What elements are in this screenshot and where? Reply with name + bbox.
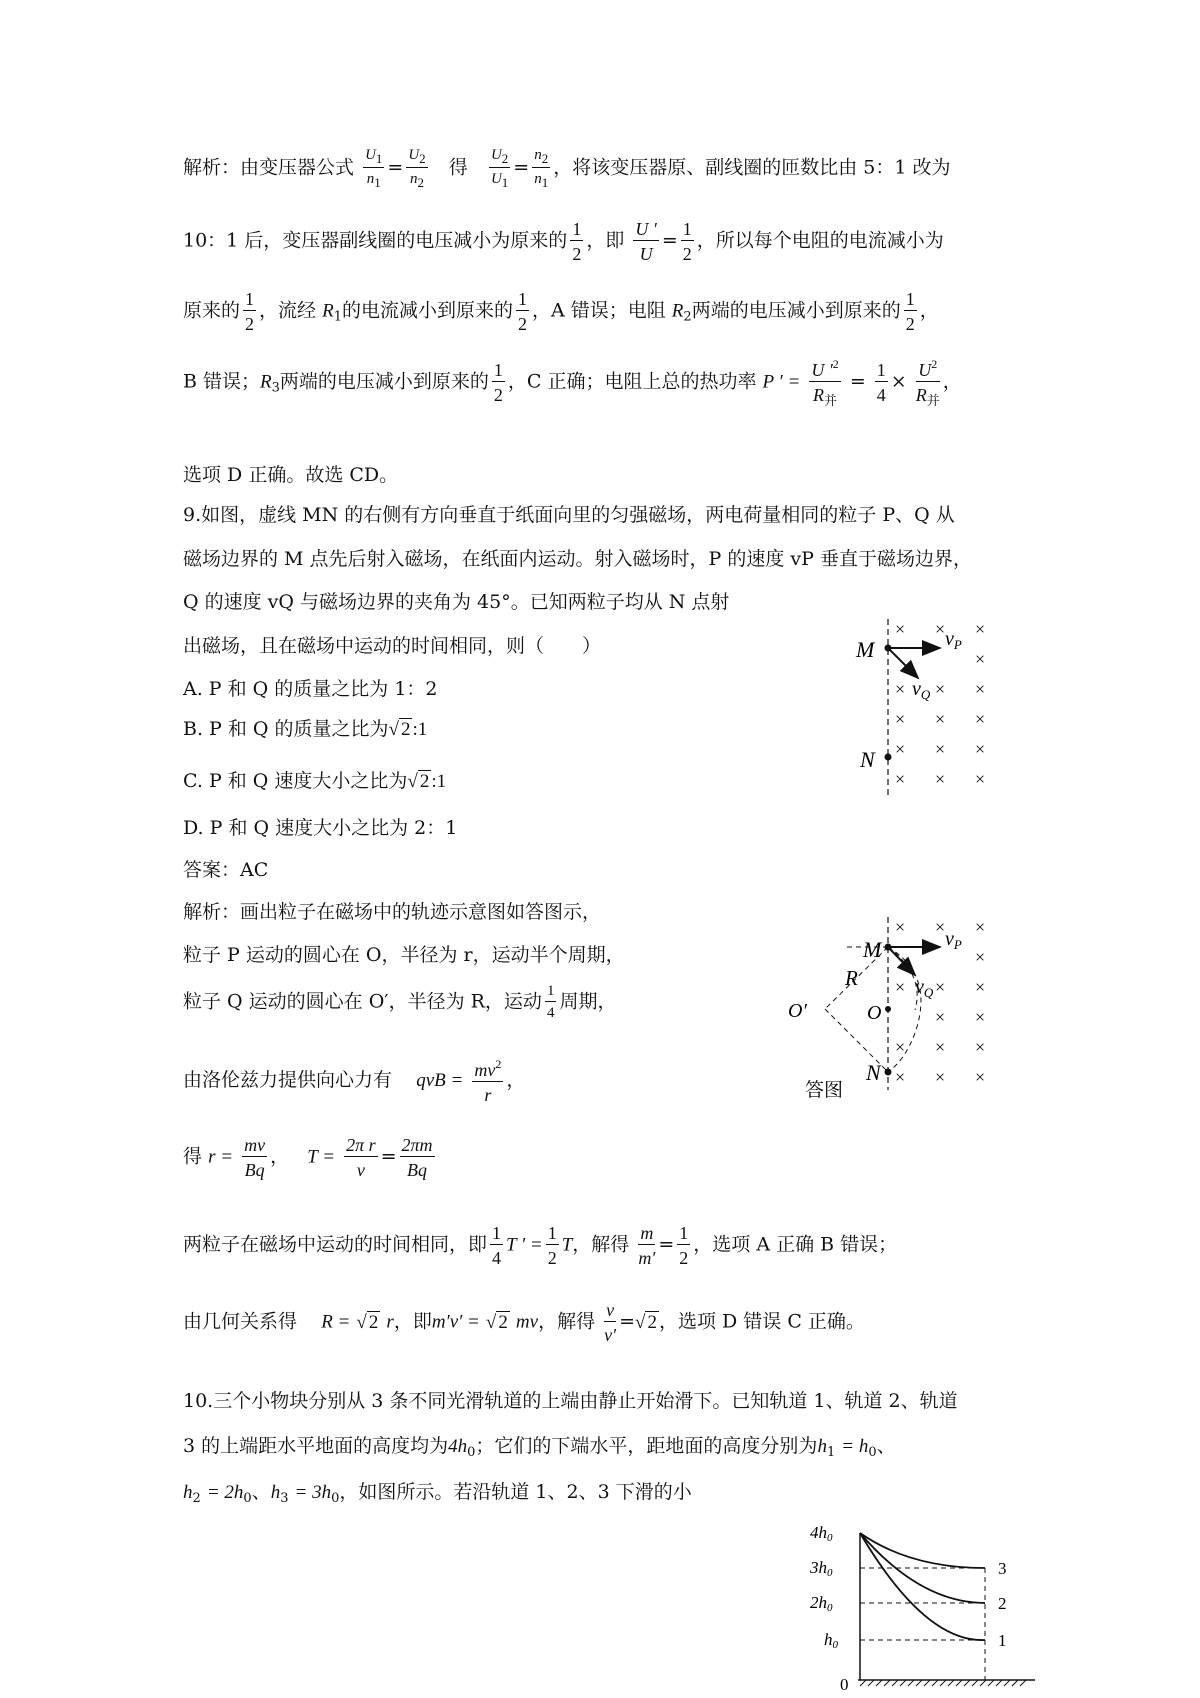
svg-text:×: ×	[975, 619, 986, 639]
label-oprime: O′	[788, 1000, 807, 1022]
label-m: M	[856, 637, 875, 662]
label-r: R	[845, 966, 858, 990]
svg-text:×: ×	[935, 679, 946, 699]
label-3h0: 3h0	[810, 1558, 833, 1579]
fraction-half: $\frac{1}{2}$	[679, 1223, 689, 1268]
svg-text:×: ×	[895, 769, 906, 789]
label-o: O	[867, 1002, 882, 1024]
label-zero: 0	[840, 1675, 849, 1693]
fraction-u2-n2: $\frac{U2}{n2}$	[408, 147, 426, 190]
label-vp: $v_P$	[945, 628, 962, 652]
fraction-v-vprime: $\frac{v}{v'}$	[604, 1300, 617, 1345]
sqrt-two: √ 2	[356, 1311, 379, 1333]
ground-hatch	[860, 1680, 1026, 1686]
q9-option-a: A. P 和 Q 的质量之比为 1：2	[183, 678, 438, 700]
fraction-half: $\frac{1}{2}$	[682, 219, 692, 264]
q9-solution-5: 得 r = $\frac{mv}{Bq}$ ， T = $\frac{\text{2π r}}{v}$ = $\frac{2\pi m}{Bq}$	[183, 1135, 433, 1180]
svg-text:×: ×	[975, 1037, 986, 1057]
fraction-power-2: $\frac{U^2}{R_并}$	[915, 357, 940, 408]
q9-option-d: D. P 和 Q 速度大小之比为 2：1	[183, 817, 458, 839]
svg-text:×: ×	[975, 649, 986, 669]
fraction-2pir-v: $\frac{\text{2π r}}{v}$	[346, 1135, 376, 1180]
fraction-half: $\frac{1}{2}$	[493, 360, 503, 405]
fraction-quarter: $\frac{1}{4}$	[546, 983, 555, 1021]
velocity-q-arrow	[888, 947, 915, 975]
q9-solution-7: 由几何关系得 R = √ 2 r，即m′v′ = √ 2 mv，解得 $\frac{v}{v'}$ =√ 2 ，选项 D 错误 C 正确。	[183, 1300, 865, 1345]
svg-text:×: ×	[975, 769, 986, 789]
fraction-half: $\frac{1}{2}$	[547, 1223, 557, 1268]
svg-text:×: ×	[895, 739, 906, 759]
label-h0: h0	[824, 1630, 838, 1651]
p8-line-4: B 错误；$R_3$两端的电压减小到原来的 $\frac{1}{2}$ ，C 正确；电阻上总的热功率 P ′ = $\frac{U '^2}{R_并}$ = $\frac{1}{4}$ × $\frac{U^2}{R_并}$ ，	[183, 357, 962, 408]
q9-answer: 答案：AC	[183, 859, 269, 881]
fraction-half: $\frac{1}{2}$	[572, 219, 582, 264]
svg-text:×: ×	[935, 739, 946, 759]
svg-text:×: ×	[975, 947, 986, 967]
sqrt-two: √ 2	[388, 719, 411, 740]
q9-field-figure	[850, 615, 1020, 795]
q10-line-3: $h_2 = 2h_0$、$h_3 = 3h_0$，如图所示。若沿轨道 1、2、3 下滑的小	[183, 1481, 692, 1506]
svg-text:×: ×	[935, 769, 946, 789]
svg-text:×: ×	[895, 619, 906, 639]
svg-text:×: ×	[895, 977, 906, 997]
label-4h0: 4h0	[810, 1523, 833, 1544]
sqrt-two: √ 2	[635, 1311, 657, 1333]
label-2h0: 2h0	[810, 1593, 833, 1614]
fraction-half: $\frac{1}{2}$	[517, 289, 527, 334]
fraction-mv2-r: $\frac{mv^2}{r}$	[474, 1057, 502, 1105]
q9-solution-3: 粒子 Q 运动的圆心在 O′，半径为 R，运动 $\frac{1}{4}$ 周期，	[183, 983, 617, 1021]
svg-text:×: ×	[935, 709, 946, 729]
svg-text:×: ×	[975, 709, 986, 729]
point-o	[885, 1006, 891, 1012]
q9-line-3: Q 的速度 vQ 与磁场边界的夹角为 45°。已知两粒子均从 N 点射	[183, 591, 730, 613]
q9-option-b: B. P 和 Q 的质量之比为√ 2 :1	[183, 718, 428, 740]
label-m: M	[863, 937, 882, 962]
fraction-quarter: $\frac{1}{4}$	[876, 360, 886, 405]
svg-text:×: ×	[935, 977, 946, 997]
svg-text:×: ×	[935, 1067, 946, 1087]
q9-solution-4: 由洛伦兹力提供向心力有 qvB = $\frac{mv^2}{r}$ ，	[183, 1057, 526, 1105]
label-track-3: 3	[998, 1559, 1007, 1578]
p8-line-3: 原来的 $\frac{1}{2}$ ，流经 $R_1$的电流减小到原来的 $\frac{1}{2}$ ，A 错误；电阻 $R_2$两端的电压减小到原来的 $\frac{1}{2}$ ，	[183, 289, 939, 334]
svg-text:×: ×	[975, 917, 986, 937]
fraction-m-mprime: $\frac{m}{m'}$	[638, 1223, 656, 1268]
label-track-1: 1	[998, 1631, 1007, 1650]
svg-text:×: ×	[935, 619, 946, 639]
svg-text:×: ×	[895, 709, 906, 729]
svg-text:×: ×	[895, 1037, 906, 1057]
sqrt-two: √ 2	[485, 1311, 508, 1333]
svg-text:×: ×	[975, 1007, 986, 1027]
q10-tracks-figure	[810, 1508, 1040, 1693]
p8-line-5: 选项 D 正确。故选 CD。	[183, 464, 399, 486]
svg-text:×: ×	[975, 1067, 986, 1087]
q9-answer-figure	[785, 915, 1020, 1105]
svg-text:×: ×	[895, 1067, 906, 1087]
fraction-quarter: $\frac{1}{4}$	[492, 1223, 502, 1268]
q9-solution-2: 粒子 P 运动的圆心在 O，半径为 r，运动半个周期，	[183, 944, 625, 966]
p8-line-2: 10：1 后，变压器副线圈的电压减小为原来的 $\frac{1}{2}$ ，即 $\frac{U '}{U}$ = $\frac{1}{2}$ ，所以每个电阻的电流减小为	[183, 219, 944, 264]
svg-text:×: ×	[935, 1007, 946, 1027]
p8-line-1: 解析：由变压器公式 $\frac{U1}{n1}$ = $\frac{U2}{n2}$ 得 $\frac{U2}{U1}$ = $\frac{n2}{n1}$ ，将该变压器原、副线圈的匝数比由 5：1 改为	[183, 147, 951, 190]
field-crosses	[895, 917, 985, 1087]
q10-line-1: 10.三个小物块分别从 3 条不同光滑轨道的上端由静止开始滑下。已知轨道 1、轨道 2、轨道	[183, 1390, 958, 1412]
q9-line-4: 出磁场，且在磁场中运动的时间相同，则（ ）	[183, 635, 602, 657]
fraction-u1-n1: $\frac{U1}{n1}$	[365, 147, 383, 190]
velocity-q-arrow	[888, 648, 918, 678]
q9-line-2: 磁场边界的 M 点先后射入磁场，在纸面内运动。射入磁场时，P 的速度 vP 垂直于磁场边界，	[183, 548, 972, 570]
point-n	[885, 754, 892, 761]
fraction-u2-u1: $\frac{U2}{U1}$	[490, 147, 509, 190]
q9-solution-6: 两粒子在磁场中运动的时间相同，即 $\frac{1}{4}$ T ′ = $\frac{1}{2}$ T，解得 $\frac{m}{m'}$ = $\frac{1}{2}$ ，选项 A 正确 B 错误；	[183, 1223, 898, 1268]
q9-option-c: C. P 和 Q 速度大小之比为√ 2 :1	[183, 770, 447, 792]
q9-solution-1: 解析：画出粒子在磁场中的轨迹示意图如答图示，	[183, 901, 602, 923]
label-track-2: 2	[998, 1594, 1007, 1613]
svg-text:×: ×	[895, 917, 906, 937]
label-vq: $v_Q$	[912, 678, 931, 702]
label-vq: $v_Q$	[915, 976, 934, 1000]
fraction-uprime-u: $\frac{U '}{U}$	[635, 219, 657, 264]
figure-caption: 答图	[805, 1080, 844, 1101]
sqrt-two: √ 2	[407, 771, 430, 792]
fraction-mv-bq: $\frac{mv}{Bq}$	[244, 1135, 266, 1180]
q9-line-1: 9.如图，虚线 MN 的右侧有方向垂直于纸面向里的匀强磁场，两电荷量相同的粒子 P、Q 从	[183, 504, 955, 526]
svg-text:×: ×	[975, 679, 986, 699]
fraction-half: $\frac{1}{2}$	[245, 289, 255, 334]
svg-text:×: ×	[975, 977, 986, 997]
label-n: N	[866, 1060, 881, 1085]
fraction-2pim-bq: $\frac{2\pi m}{Bq}$	[401, 1135, 433, 1180]
svg-text:×: ×	[975, 739, 986, 759]
label-vp: $v_P$	[945, 928, 962, 952]
fraction-half: $\frac{1}{2}$	[905, 289, 915, 334]
svg-text:×: ×	[935, 1037, 946, 1057]
svg-text:×: ×	[935, 917, 946, 937]
fraction-power-1: $\frac{U '^2}{R_并}$	[811, 357, 839, 408]
label-n: N	[860, 747, 875, 772]
q10-line-2: 3 的上端距水平地面的高度均为$4h_0$；它们的下端水平，距地面的高度分别为$h_1 = h_0$、	[183, 1435, 896, 1460]
point-n	[885, 1069, 892, 1076]
field-crosses	[895, 619, 985, 789]
svg-text:×: ×	[895, 679, 906, 699]
fraction-n2-n1: $\frac{n2}{n1}$	[534, 147, 549, 190]
